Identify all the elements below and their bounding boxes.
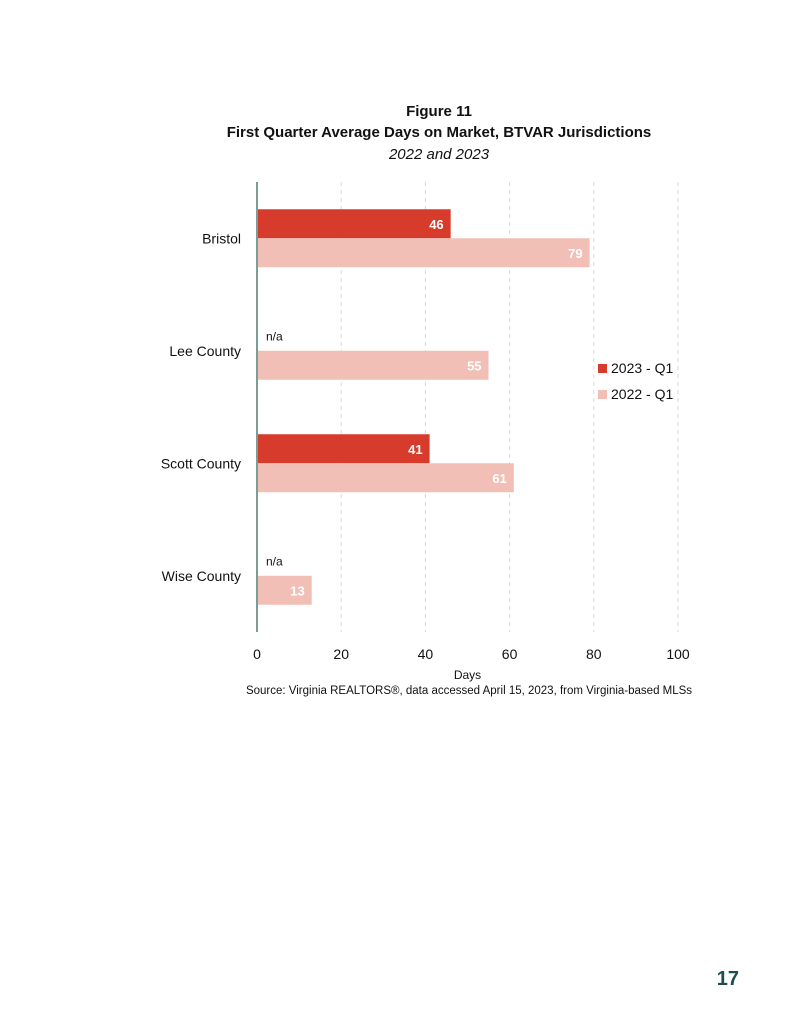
source-note: Source: Virginia REALTORS®, data accessed April 15, 2023, from Virginia-based MLSs: [245, 685, 693, 697]
chart-subtitle: 2022 and 2023: [388, 146, 490, 163]
x-tick-label: 40: [417, 646, 434, 662]
data-label: n/a: [266, 329, 283, 344]
legend-label: 2023 - Q1: [611, 360, 674, 376]
x-tick-label: 0: [253, 646, 261, 662]
bar: [257, 351, 489, 380]
x-tick-label: 20: [333, 646, 349, 662]
x-axis-label: Days: [453, 668, 482, 682]
bar: [257, 463, 514, 492]
data-label: 55: [467, 358, 482, 374]
data-label: 79: [568, 245, 583, 261]
x-tick-label: 60: [501, 646, 518, 662]
chart-title: First Quarter Average Days on Market, BTVAR Jurisdictions: [226, 124, 652, 141]
data-label: 41: [408, 441, 423, 457]
legend-swatch: [598, 364, 607, 373]
category-label: Scott County: [160, 455, 241, 472]
data-label: n/a: [266, 554, 283, 569]
x-tick-label: 100: [666, 646, 690, 662]
legend-swatch: [598, 390, 607, 399]
x-tick-label: 80: [586, 646, 602, 662]
legend-label: 2022 - Q1: [611, 386, 674, 402]
data-label: 13: [290, 583, 305, 599]
data-label: 61: [492, 470, 507, 486]
category-label: Wise County: [161, 567, 241, 584]
category-label: Lee County: [169, 342, 241, 359]
data-label: 46: [429, 216, 444, 232]
figure-number: Figure 11: [406, 103, 472, 120]
bar: [257, 434, 430, 463]
page-number: 17: [716, 968, 739, 990]
category-label: Bristol: [202, 230, 241, 247]
bar: [257, 238, 590, 267]
bar: [257, 209, 451, 238]
